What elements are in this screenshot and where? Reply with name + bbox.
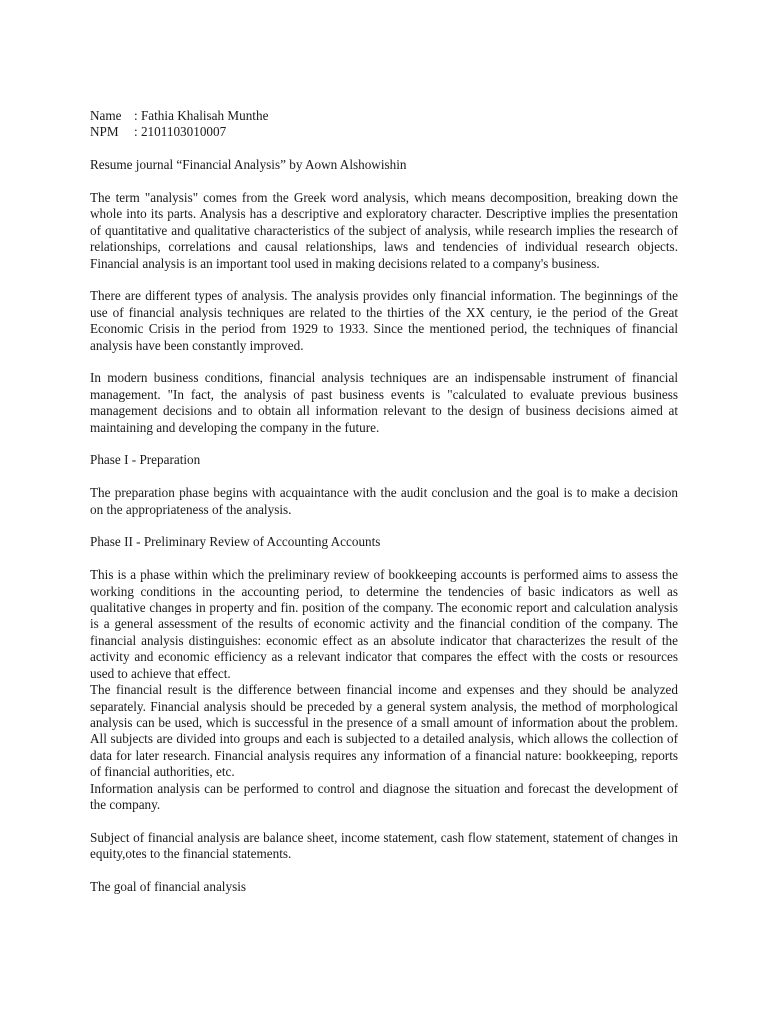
spacer	[90, 141, 678, 157]
spacer	[90, 272, 678, 288]
paragraph-types-of-analysis: There are different types of analysis. The analysis provides only financial information. The beginnings of the use of financial analysis techniques are related to the thirties of the XX century, ie the period of the Great Economic Crisis in the period from 1929 to 1933. Since the mentioned period, the techniques of financial analysis have been constantly improved.	[90, 288, 678, 353]
paragraph-modern-business: In modern business conditions, financial analysis techniques are an indispensable instrument of financial management. "In fact, the analysis of past business events is "calculated to evaluate previous business management decisions and to obtain all information relevant to the design of business decisions aimed at maintaining and developing the company in the future.	[90, 370, 678, 435]
spacer	[90, 174, 678, 190]
document-title: Resume journal “Financial Analysis” by Aown Alshowishin	[90, 157, 407, 173]
spacer	[90, 551, 678, 567]
spacer	[90, 354, 678, 370]
name-value: : Fathia Khalisah Munthe	[134, 108, 269, 123]
spacer	[90, 518, 678, 534]
spacer	[90, 469, 678, 485]
spacer	[90, 863, 678, 879]
npm-row	[90, 124, 678, 140]
paragraph-financial-result: The financial result is the difference between financial income and expenses and they should be analyzed separately. Financial analysis should be preceded by a general system analysis, the method of morphological analysis can be used, which is successful in the presence of a small amount of information about the problem. All subjects are divided into groups and each is subjected to a detailed analysis, which allows the collection of data for later research. Financial analysis requires any information of a financial nature: bookkeeping, reports of financial authorities, etc.	[90, 682, 678, 780]
name-label: Name	[90, 108, 122, 123]
paragraph-preliminary-review: This is a phase within which the preliminary review of bookkeeping accounts is performed aims to assess the working conditions in the accounting period, to determine the tendencies of basic indicators as well as qualitative changes in property and fin. position of the company. The economic report and calculation analysis is a general assessment of the results of economic activity and the financial condition of the company. The financial analysis distinguishes: economic effect as an absolute indicator that characterizes the result of the activity and economic efficiency as a relevant indicator that compares the effect with the costs or resources used to achieve that effect.	[90, 567, 678, 681]
heading-phase-1: Phase I - Preparation	[90, 452, 201, 468]
paragraph-information-analysis: Information analysis can be performed to control and diagnose the situation and forecast the development of the company.	[90, 780, 678, 812]
paragraph-analysis-definition: The term "analysis" comes from the Greek word analysis, which means decomposition, breaking down the whole into its parts. Analysis has a descriptive and exploratory character. Descriptive implies the presentation of quantitative and qualitative characteristics of the subject of analysis, while research implies the research of relationships, correlations and causal relationships, laws and tendencies of individual research objects. Financial analysis is an important tool used in making decisions related to a company's business.	[90, 190, 678, 271]
spacer	[90, 436, 678, 452]
name-row	[90, 108, 678, 124]
document-page	[90, 108, 678, 895]
spacer	[90, 813, 678, 829]
heading-phase-2: Phase II - Preliminary Review of Accounting Accounts	[90, 534, 381, 550]
npm-value: : 2101103010007	[134, 124, 227, 140]
paragraph-subject-of-analysis: Subject of financial analysis are balance sheet, income statement, cash flow statement, statement of changes in equity,otes to the financial statements.	[90, 829, 678, 862]
heading-goal: The goal of financial analysis	[90, 878, 246, 894]
paragraph-preparation: The preparation phase begins with acquaintance with the audit conclusion and the goal is to make a decision on the appropriateness of the analysis.	[90, 485, 678, 517]
npm-label: NPM	[90, 124, 119, 140]
